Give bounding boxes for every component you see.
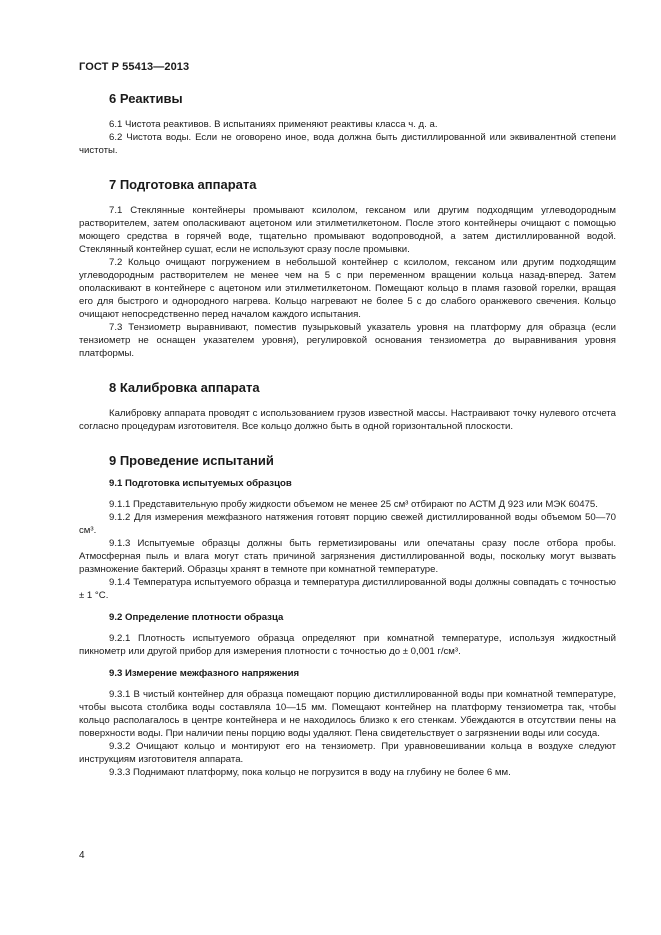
paragraph-9-3-1: 9.3.1 В чистый контейнер для образца помещают порцию дистиллированной воды при комнатной температуре, чтобы высота столбика воды составляла 10—15 мм. Помещают контейнер на платформу тензиометра так, чтобы кольцо располагалось в центре контейнера и не находилось близко к его стенкам. Убеждаются в отсутствии пены на поверхности воды. При наличии пены порцию воды удаляют. Пена свидетельствует о загрязнении воды или сосуда. bbox=[79, 689, 616, 739]
paragraph-6-1: 6.1 Чистота реактивов. В испытаниях применяют реактивы класса ч. д. а. bbox=[109, 119, 438, 130]
paragraph-7-2: 7.2 Кольцо очищают погружением в небольшой контейнер с ксилолом, гексаном или другим подходящим углеводородным растворителем не менее чем на 5 с при переменном вращении кольца назад-вперед. Затем ополаскивают в контейнере с ацетоном или этилметилкетоном. Помещают кольцо в пламя газовой горелки, вращая его для быстрого и однородного нагрева. Кольцо нагревают не более 5 с до слабого оранжевого свечения. Кольцо очищают непосредственно перед началом каждого испытания. bbox=[79, 257, 616, 320]
document-body bbox=[79, 83, 616, 779]
paragraph-7-1: 7.1 Стеклянные контейнеры промывают ксилолом, гексаном или другим подходящим углеводородным растворителем, затем ополаскивают ацетоном или этилметилкетоном. После этого контейнеры очищают с помощью моющего средства в горячей воде, тщательно промывают водопроводной, а затем дистиллированной водой. Стеклянный контейнер сушат, если не используют сразу после промывки. bbox=[79, 205, 616, 255]
paragraph-8-1: Калибровку аппарата проводят с использованием грузов известной массы. Настраивают точку нулевого отсчета согласно процедурам изготовителя. Все кольцо должно быть в одной горизонтальной плоскости. bbox=[79, 408, 616, 432]
section-8-title: 8 Калибровка аппарата bbox=[109, 380, 260, 395]
section-9-title: 9 Проведение испытаний bbox=[109, 453, 274, 468]
paragraph-9-3-3: 9.3.3 Поднимают платформу, пока кольцо не погрузится в воду на глубину не более 6 мм. bbox=[109, 767, 511, 778]
section-6-title: 6 Реактивы bbox=[109, 91, 183, 106]
paragraph-9-1-4: 9.1.4 Температура испытуемого образца и температура дистиллированной воды должны совпадать с точностью ± 1 °С. bbox=[79, 577, 616, 601]
subsection-9-1-title: 9.1 Подготовка испытуемых образцов bbox=[109, 478, 292, 489]
paragraph-9-1-1: 9.1.1 Представительную пробу жидкости объемом не менее 25 см³ отбирают по АСТМ Д 923 или МЭК 60475. bbox=[109, 499, 598, 510]
paragraph-7-3: 7.3 Тензиометр выравнивают, поместив пузырьковый указатель уровня на платформу для образца (если тензиометр не оснащен указателем уровня), регулировкой основания тензиометра до выравнивания уровня платформы. bbox=[79, 322, 616, 359]
paragraph-9-1-2: 9.1.2 Для измерения межфазного натяжения готовят порцию свежей дистиллированной воды объемом 50—70 см³. bbox=[79, 512, 616, 536]
paragraph-6-2: 6.2 Чистота воды. Если не оговорено иное, вода должна быть дистиллированной или эквивалентной степени чистоты. bbox=[79, 132, 616, 156]
paragraph-9-2-1: 9.2.1 Плотность испытуемого образца определяют при комнатной температуре, используя жидкостный пикнометр или другой прибор для измерения плотности с точностью до ± 0,001 г/см³. bbox=[79, 633, 616, 657]
subsection-9-3-title: 9.3 Измерение межфазного напряжения bbox=[109, 668, 300, 679]
page-number: 4 bbox=[79, 850, 85, 861]
document-header: ГОСТ Р 55413—2013 bbox=[79, 61, 190, 73]
paragraph-9-3-2: 9.3.2 Очищают кольцо и монтируют его на тензиометр. При уравновешивании кольца в воздухе следуют инструкциям изготовителя аппарата. bbox=[79, 741, 616, 765]
section-7-title: 7 Подготовка аппарата bbox=[109, 177, 257, 192]
paragraph-9-1-3: 9.1.3 Испытуемые образцы должны быть герметизированы или опечатаны сразу после отбора пробы. Атмосферная пыль и влага могут стать причиной загрязнения дистиллированной воды, поскольку могут вызвать размножение бактерий. Образцы хранят в темноте при комнатной температуре. bbox=[79, 538, 616, 575]
subsection-9-2-title: 9.2 Определение плотности образца bbox=[109, 612, 284, 623]
